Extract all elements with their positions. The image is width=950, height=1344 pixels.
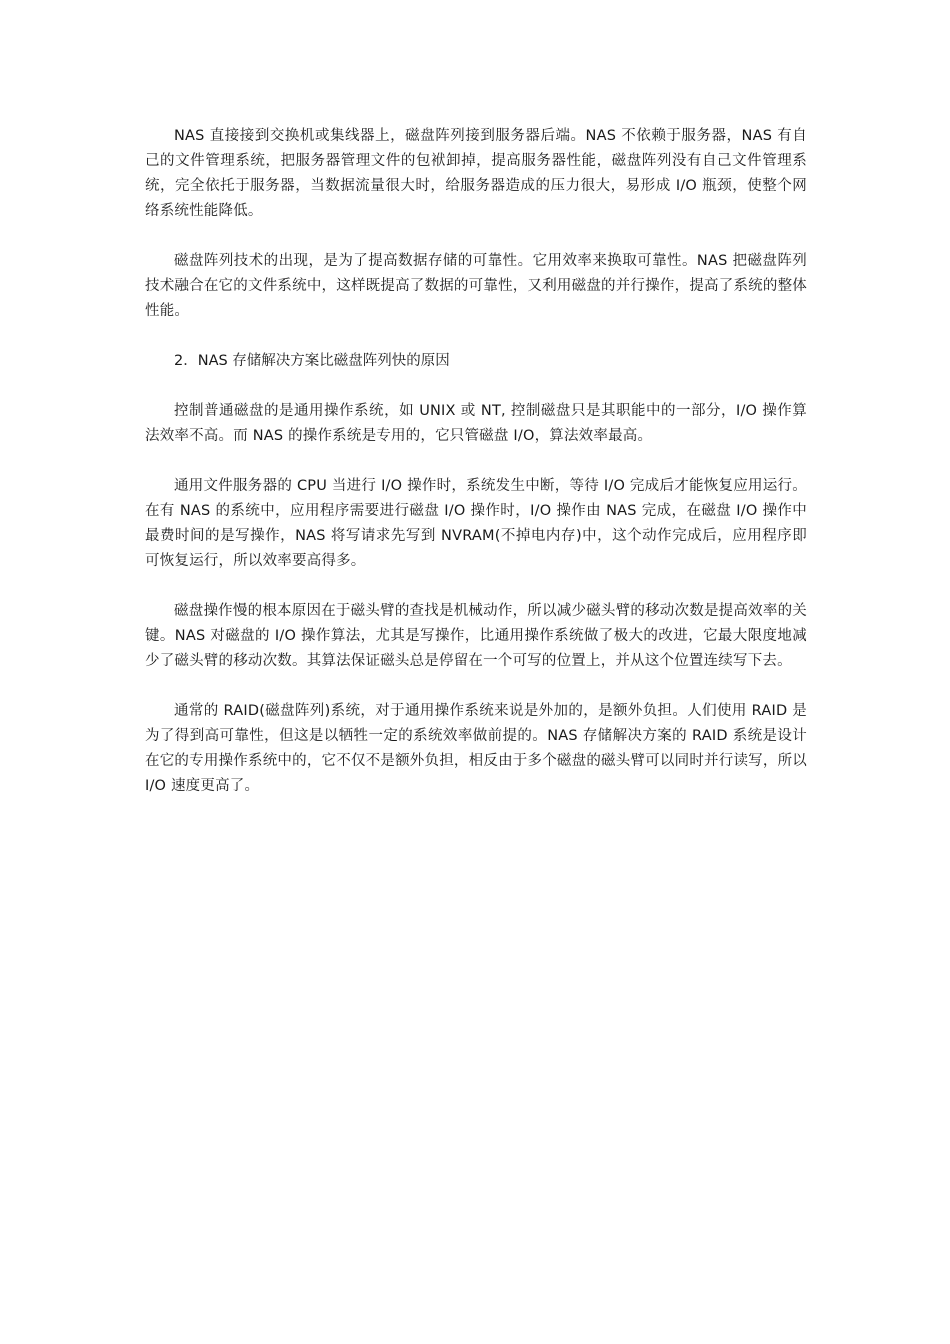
paragraph-nas-vs-raid-connection: NAS 直接接到交换机或集线器上，磁盘阵列接到服务器后端。NAS 不依赖于服务器，NAS 有自己的文件管理系统，把服务器管理文件的包袱卸掉，提高服务器性能，磁盘阵列没有自己文件管理系统，完全依托于服务器，当数据流量很大时，给服务器造成的压力很大，易形成 I/O 瓶颈，使整个网络系统性能降低。: [145, 128, 807, 219]
paragraph-dedicated-os: 控制普通磁盘的是通用操作系统，如 UNIX 或 NT, 控制磁盘只是其职能中的一部分，I/O 操作算法效率不高。而 NAS 的操作系统是专用的，它只管磁盘 I/O，算法效率最高。: [145, 403, 807, 444]
section-heading: 2．NAS 存储解决方案比磁盘阵列快的原因: [174, 353, 450, 369]
paragraph-raid-reliability: 磁盘阵列技术的出现，是为了提高数据存储的可靠性。它用效率来换取可靠性。NAS 把磁盘阵列技术融合在它的文件系统中，这样既提高了数据的可靠性，又利用磁盘的并行操作，提高了系统的整体性能。: [145, 253, 807, 319]
paragraph-disk-arm-movement: 磁盘操作慢的根本原因在于磁头臂的查找是机械动作，所以减少磁头臂的移动次数是提高效率的关键。NAS 对磁盘的 I/O 操作算法，尤其是写操作，比通用操作系统做了极大的改进，它最大限度地减少了磁头臂的移动次数。其算法保证磁头总是停留在一个可写的位置上，并从这个位置连续写下去。: [145, 603, 807, 669]
document-page: [145, 124, 807, 824]
paragraph-nvram-write: 通用文件服务器的 CPU 当进行 I/O 操作时，系统发生中断，等待 I/O 完成后才能恢复应用运行。在有 NAS 的系统中，应用程序需要进行磁盘 I/O 操作时，I/O 操作由 NAS 完成，在磁盘 I/O 操作中最费时间的是写操作，NAS 将写请求先写到 NVRAM(不掉电内存)中，这个动作完成后，应用程序即可恢复运行，所以效率要高得多。: [145, 478, 807, 569]
paragraph-raid-integration: 通常的 RAID(磁盘阵列)系统，对于通用操作系统来说是外加的，是额外负担。人们使用 RAID 是为了得到高可靠性，但这是以牺牲一定的系统效率做前提的。NAS 存储解决方案的 RAID 系统是设计在它的专用操作系统中的，它不仅不是额外负担，相反由于多个磁盘的磁头臂可以同时并行读写，所以 I/O 速度更高了。: [145, 703, 807, 794]
